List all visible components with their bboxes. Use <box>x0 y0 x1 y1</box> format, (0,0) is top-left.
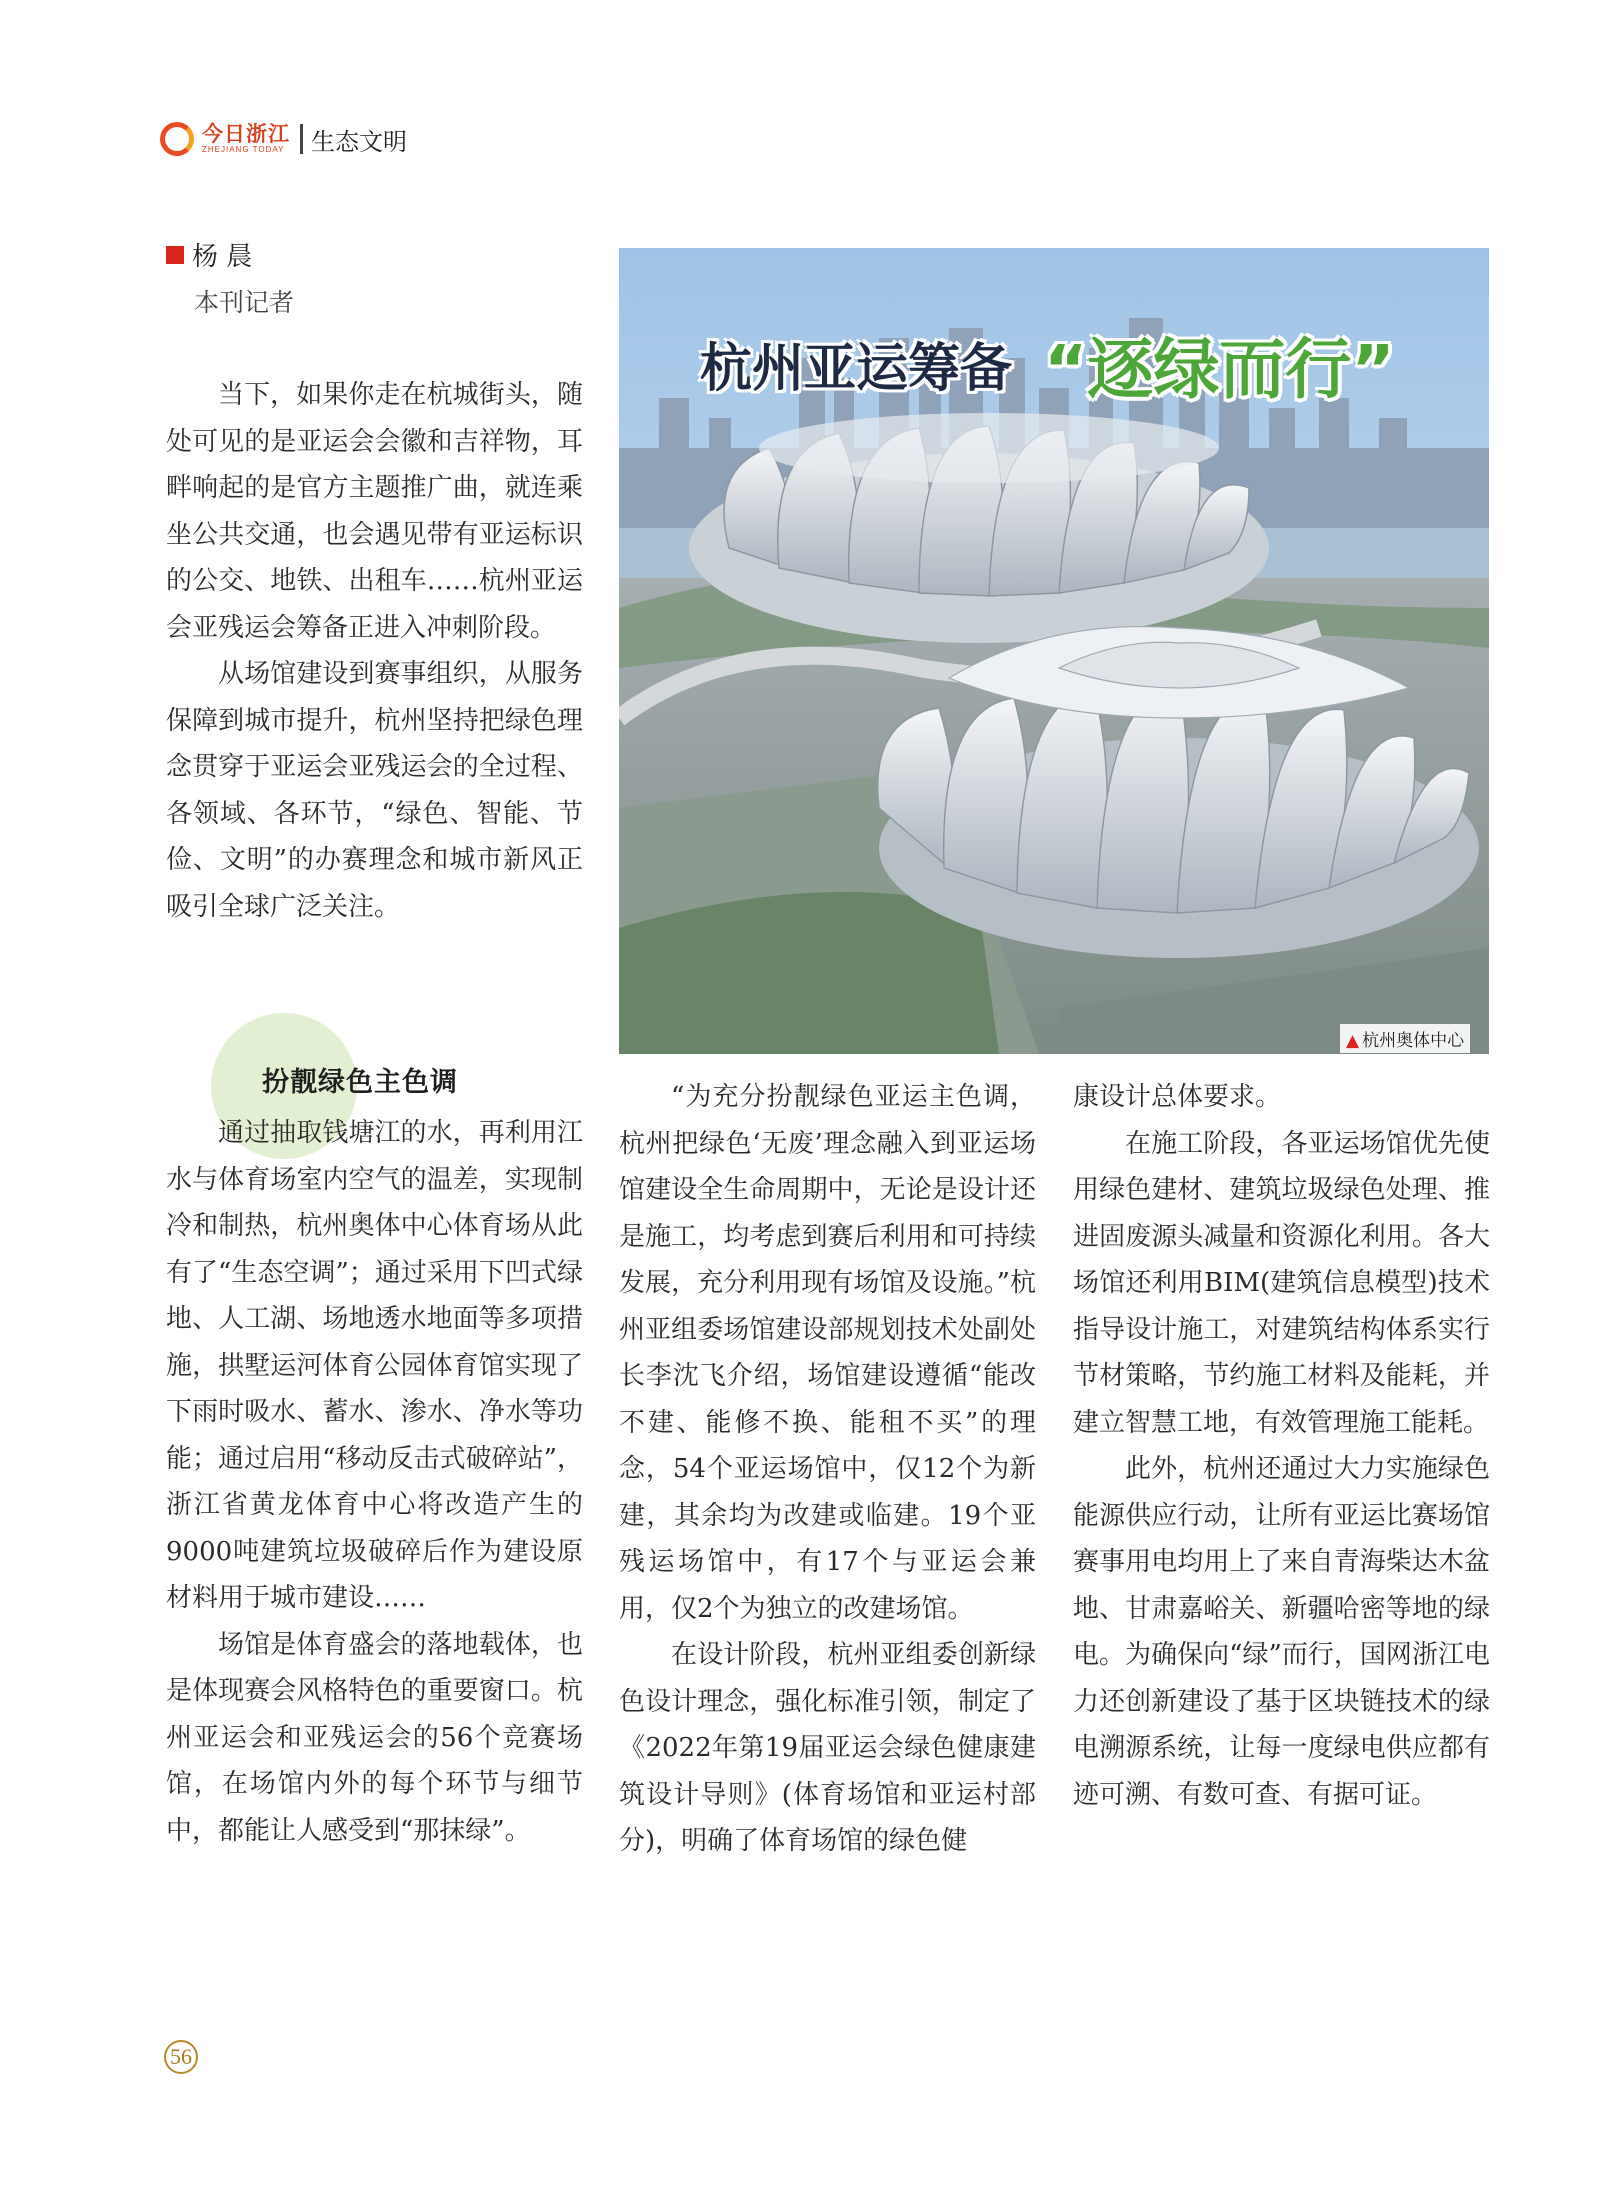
header-divider <box>300 124 303 154</box>
paragraph: 在施工阶段，各亚运场馆优先使用绿色建材、建筑垃圾绿色处理、推进固废源头减量和资源化利用。各大场馆还利用BIM(建筑信息模型)技术指导设计施工，对建筑结构体系实行节材策略，节约施工材料及能耗，并建立智慧工地，有效管理施工能耗。 <box>1073 1128 1490 1438</box>
byline-marker-icon <box>166 246 184 264</box>
author-name: 杨 晨 <box>192 242 253 272</box>
subheading: 扮靓绿色主色调 <box>262 1067 458 1098</box>
photo-title-highlight: “逐绿而行” <box>1044 331 1395 408</box>
paragraph: 当下，如果你走在杭城街头，随处可见的是亚运会会徽和吉祥物，耳畔响起的是官方主题推广曲，就连乘坐公共交通，也会遇见带有亚运标识的公交、地铁、出租车……杭州亚运会亚残运会筹备正进入冲刺阶段。 <box>166 380 583 643</box>
logo-icon <box>160 122 194 156</box>
photo-caption <box>1340 1024 1470 1053</box>
paragraph-continued: 康设计总体要求。 <box>1073 1082 1282 1112</box>
article-column-3 <box>1073 1074 1490 1818</box>
paragraph: 通过抽取钱塘江的水，再利用江水与体育场室内空气的温差，实现制冷和制热，杭州奥体中心体育场从此有了“生态空调”；通过采用下凹式绿地、人工湖、场地透水地面等多项措施，拱墅运河体育公园体育馆实现了下雨时吸水、蓄水、渗水、净水等功能；通过启用“移动反击式破碎站”，浙江省黄龙体育中心将改造产生的9000吨建筑垃圾破碎后作为建设原材料用于城市建设…… <box>166 1118 583 1613</box>
photo-title: 杭州亚运筹备 <box>700 339 1013 399</box>
paragraph: 在设计阶段，杭州亚组委创新绿色设计理念，强化标准引领，制定了《2022年第19届亚运会绿色健康建筑设计导则》(体育场馆和亚运村部分)，明确了体育场馆的绿色健 <box>619 1640 1036 1856</box>
author-role: 本刊记者 <box>194 288 295 317</box>
article-column-2 <box>619 1074 1036 1865</box>
masthead <box>160 118 407 160</box>
caption-triangle-icon: ▲ <box>1346 1031 1360 1051</box>
logo-text: 今日浙江 <box>202 121 290 146</box>
article-column-1-top <box>166 372 583 930</box>
logo <box>202 123 290 155</box>
paragraph: 此外，杭州还通过大力实施绿色能源供应行动，让所有亚运比赛场馆赛事用电均用上了来自青海柴达木盆地、甘肃嘉峪关、新疆哈密等地的绿电。为确保向“绿”而行，国网浙江电力还创新建设了基于区块链技术的绿电溯源系统，让每一度绿电供应都有迹可溯、有数可查、有据可证。 <box>1073 1454 1490 1810</box>
logo-subtext: ZHEJIANG TODAY <box>202 145 285 154</box>
section-title: 生态文明 <box>311 127 407 156</box>
byline <box>166 236 252 273</box>
paragraph: 从场馆建设到赛事组织，从服务保障到城市提升，杭州坚持把绿色理念贯穿于亚运会亚残运会的全过程、各领域、各环节，“绿色、智能、节俭、文明”的办赛理念和城市新风正吸引全球广泛关注。 <box>166 659 583 922</box>
paragraph: “为充分扮靓绿色亚运主色调，杭州把绿色‘无废’理念融入到亚运场馆建设全生命周期中，无论是设计还是施工，均考虑到赛后利用和可持续发展，充分利用现有场馆及设施。”杭州亚组委场馆建设部规划技术处副处长李沈飞介绍，场馆建设遵循“能改不建、能修不换、能租不买”的理念，54个亚运场馆中，仅12个为新建，其余均为改建或临建。19个亚残运场馆中，有17个与亚运会兼用，仅2个为独立的改建场馆。 <box>619 1082 1036 1624</box>
page-number: 56 <box>164 2040 198 2074</box>
article-column-1-bottom <box>166 1110 583 1854</box>
paragraph: 场馆是体育盛会的落地载体，也是体现赛会风格特色的重要窗口。杭州亚运会和亚残运会的56个竞赛场馆，在场馆内外的每个环节与细节中，都能让人感受到“那抹绿”。 <box>166 1629 583 1846</box>
caption-text: 杭州奥体中心 <box>1362 1031 1465 1051</box>
